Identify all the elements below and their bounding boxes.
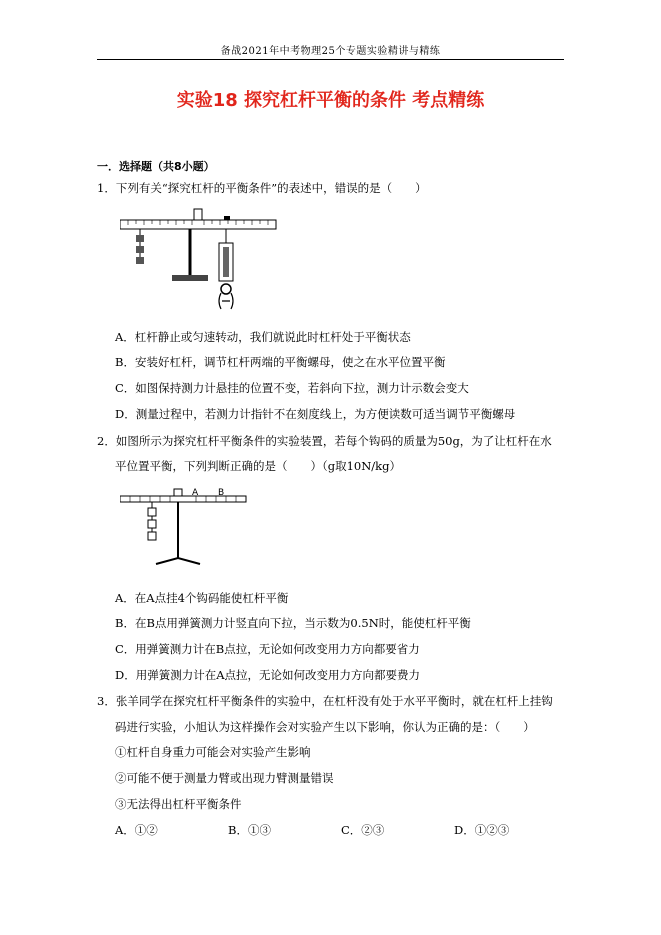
question-2-option-d: D．用弹簧测力计在A点拉，无论如何改变用力方向都要费力	[115, 668, 421, 682]
header-divider	[97, 59, 564, 60]
question-2-option-c: C．用弹簧测力计在B点拉，无论如何改变用力方向都要省力	[115, 642, 420, 656]
question-1-option-c: C．如图保持测力计悬挂的位置不变，若斜向下拉，测力计示数会变大	[115, 381, 469, 395]
point-a-label: A	[192, 488, 199, 498]
question-2-stem-line-2: 平位置平衡，下列判断正确的是（ ）（g取10N/kg）	[115, 459, 402, 473]
question-3-option-c: C．②③	[341, 823, 385, 837]
page-header: 备战2021年中考物理25个专题实验精讲与精练	[220, 46, 441, 57]
question-1-option-d: D．测量过程中，若测力计指针不在刻度线上，为方便读数可适当调节平衡螺母	[115, 407, 516, 421]
question-2-option-a: A．在A点挂4个钩码能使杠杆平衡	[115, 591, 289, 605]
section-heading: 一．选择题（共8小题）	[97, 160, 215, 173]
question-1-figure	[120, 203, 280, 315]
question-1-option-b: B．安装好杠杆，调节杠杆两端的平衡螺母，使之在水平位置平衡	[115, 355, 446, 369]
question-3-statement-1: ①杠杆自身重力可能会对实验产生影响	[115, 745, 311, 759]
question-2-stem-line-1: 2．如图所示为探究杠杆平衡条件的实验装置，若每个钩码的质量为50g，为了让杠杆在水	[97, 434, 552, 448]
question-3-option-a: A．①②	[115, 823, 158, 837]
question-3-statement-2: ②可能不便于测量力臂或出现力臂测量错误	[115, 771, 334, 785]
question-3-option-b: B．①③	[228, 823, 271, 837]
question-3-statement-3: ③无法得出杠杆平衡条件	[115, 797, 242, 811]
question-3-stem-line-2: 码进行实验，小旭认为这样操作会对实验产生以下影响，你认为正确的是：（ ）	[115, 720, 535, 734]
question-2-figure	[120, 486, 250, 571]
question-1-option-a: A．杠杆静止或匀速转动，我们就说此时杠杆处于平衡状态	[115, 330, 411, 344]
question-1-stem: 1．下列有关“探究杠杆的平衡条件”的表述中，错误的是（ ）	[97, 181, 427, 195]
question-2-option-b: B．在B点用弹簧测力计竖直向下拉，当示数为0.5N时，能使杠杆平衡	[115, 616, 471, 630]
page-title: 实验18 探究杠杆平衡的条件 考点精练	[176, 90, 485, 111]
point-b-label: B	[218, 488, 225, 498]
question-3-option-d: D．①②③	[454, 823, 510, 837]
question-3-stem-line-1: 3．张羊同学在探究杠杆平衡条件的实验中，在杠杆没有处于水平平衡时，就在杠杆上挂钩	[97, 694, 553, 708]
